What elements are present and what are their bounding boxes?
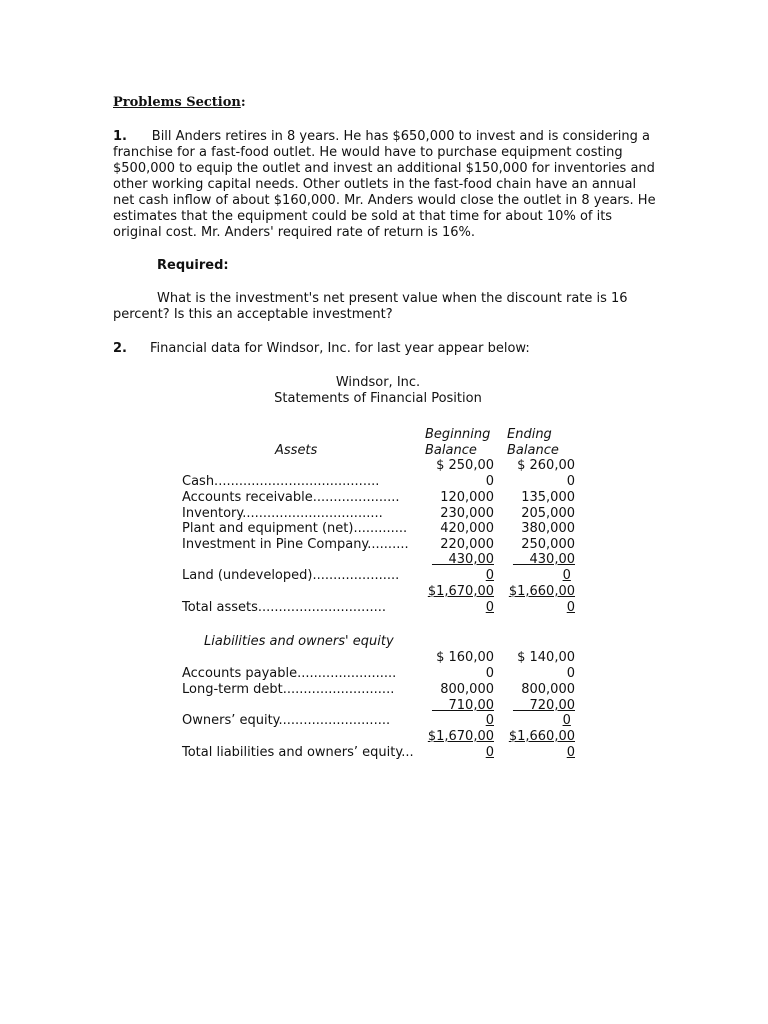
pine-end: 250,000 [521, 537, 575, 552]
oe-end-value1: 720,00 [529, 698, 575, 713]
section-title: Problems Section [113, 95, 241, 110]
problem-2-intro: Financial data for Windsor, Inc. for last year appear below: [149, 341, 530, 356]
problem-2-intro-line [113, 341, 530, 357]
company-name: Windsor, Inc. [335, 375, 421, 390]
cash-begin-line1: $ 250,00 [436, 458, 494, 473]
problem-2-number: 2. [113, 341, 127, 356]
inventory-begin: 230,000 [440, 506, 494, 521]
pine-begin: 220,000 [440, 537, 494, 552]
statement-title: Statements of Financial Position [274, 391, 482, 406]
cash-end-line1: $ 260,00 [517, 458, 575, 473]
inventory-end: 205,000 [521, 506, 575, 521]
assets-heading: Assets [275, 443, 318, 458]
ltd-begin: 800,000 [440, 682, 494, 697]
total-assets-end-line2: 0 [566, 600, 575, 615]
inventory-label: Inventory.................................. [182, 506, 383, 521]
problem-1-number: 1. [113, 129, 127, 144]
total-assets-label: Total assets............................... [182, 600, 386, 615]
total-assets-end-line1: $1,660,00 [508, 584, 575, 599]
land-end-value1: 430,00 [529, 552, 575, 567]
ap-end-line2: 0 [566, 666, 575, 681]
oe-begin-line1 [422, 698, 494, 714]
total-liab-label: Total liabilities and owners’ equity... [182, 745, 414, 760]
plant-label: Plant and equipment (net)............. [182, 521, 408, 536]
total-liab-end-line2: 0 [566, 745, 575, 760]
ltd-label: Long-term debt........................... [182, 682, 395, 697]
problem-1-text: Bill Anders retires in 8 years. He has $650,000 to invest and is considering a franchise for a fast-food outlet. He would have to purchase equipment costing $500,000 to equip the outlet and invest an additional $150,000 for inventories and other working capital needs. Other outlets in the fast-food chain have an annual net cash inflow of about $160,000. Mr. Anders would close the outlet in 8 years. He estimates that the equipment could be sold at that time for about 10% of its original cost. Mr. Anders' required rate of return is 16%. [113, 129, 656, 240]
required-label: Required: [157, 258, 229, 273]
problem-1-paragraph [113, 129, 658, 241]
ltd-end: 800,000 [521, 682, 575, 697]
plant-end: 380,000 [521, 521, 575, 536]
liabilities-heading: Liabilities and owners' equity [204, 634, 394, 649]
col-begin-header-2: Balance [425, 443, 477, 458]
oe-end-line2: 0 [562, 713, 571, 728]
cash-begin-line2: 0 [485, 474, 494, 489]
col-begin-header-1: Beginning [425, 427, 491, 442]
col-end-header-1: Ending [507, 427, 552, 442]
total-assets-begin-line1: $1,670,00 [427, 584, 494, 599]
land-end-line1 [503, 552, 575, 568]
plant-begin: 420,000 [440, 521, 494, 536]
land-begin-line1 [422, 552, 494, 568]
col-end-header-2: Balance [507, 443, 559, 458]
ar-begin: 120,000 [440, 490, 494, 505]
cash-end-line2: 0 [566, 474, 575, 489]
oe-begin-line2: 0 [485, 713, 494, 728]
ar-end: 135,000 [521, 490, 575, 505]
pine-label: Investment in Pine Company.......... [182, 537, 409, 552]
land-label: Land (undeveloped)..................... [182, 568, 400, 583]
total-liab-begin-line1: $1,670,00 [427, 729, 494, 744]
ap-label: Accounts payable........................ [182, 666, 397, 681]
land-begin-value1: 430,00 [448, 552, 494, 567]
ar-label: Accounts receivable..................... [182, 490, 400, 505]
land-end-line2: 0 [562, 568, 571, 583]
ap-begin-line1: $ 160,00 [436, 650, 494, 665]
ap-end-line1: $ 140,00 [517, 650, 575, 665]
oe-end-line1 [503, 698, 575, 714]
ap-begin-line2: 0 [485, 666, 494, 681]
problem-1-question: What is the investment's net present value when the discount rate is 16 percent? Is this an acceptable investment? [113, 291, 628, 322]
oe-label: Owners’ equity........................... [182, 713, 391, 728]
total-liab-end-line1: $1,660,00 [508, 729, 575, 744]
cash-label: Cash........................................ [182, 474, 380, 489]
section-heading [113, 95, 246, 111]
oe-begin-value1: 710,00 [448, 698, 494, 713]
section-title-colon: : [240, 95, 246, 110]
total-liab-begin-line2: 0 [485, 745, 494, 760]
land-begin-line2: 0 [485, 568, 494, 583]
total-assets-begin-line2: 0 [485, 600, 494, 615]
